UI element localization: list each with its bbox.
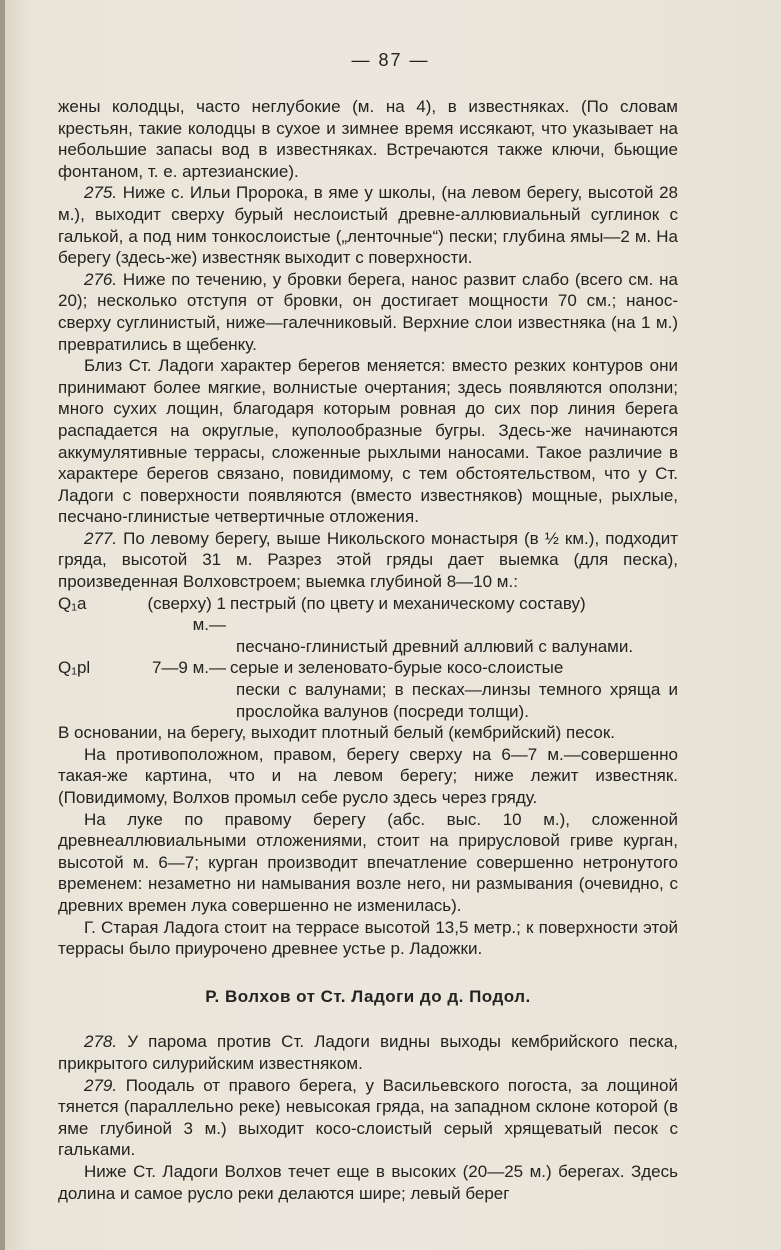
paragraph-continuation: жены колодцы, часто неглубокие (м. на 4), в известняках. (По словам крестьян, такие колодцы в сухое и зимнее время иссякают, что указывает на небольшие запасы вод в известняках. Встречаются также ключи, бьющие фонтаном, т. е. артезианские). <box>58 97 678 181</box>
layer-description: пестрый (по цвету и механическому составу) <box>230 593 586 613</box>
layer-description: серые и зеленовато-бурые косо-слоистые <box>230 658 564 678</box>
section-heading: Р. Волхов от Ст. Ладоги до д. Подол. <box>205 986 531 1006</box>
paragraph-text: Ниже по течению, у бровки берега, нанос развит слабо (всего см. на 20); несколько отступя от бровки, он достигает мощности 70 см.; нанос-сверху суглинистый, ниже—галечниковый. Верхние слои известняка (на 1 м.) превратились в щебенку. <box>58 269 678 354</box>
page-body <box>58 96 678 1204</box>
page-number: — 87 — <box>351 50 430 70</box>
paragraph-base: В основании, на берегу, выходит плотный белый (кембрийский) песок. <box>58 723 615 743</box>
paragraph-number: 276. <box>84 269 118 289</box>
layer-depth: (сверху) 1 м.— <box>147 593 226 635</box>
paragraph-278 <box>58 1031 678 1074</box>
paragraph-text: У парома против Ст. Ладоги видны выходы кембрийского песка, прикрытого силурийским известняком. <box>58 1032 678 1073</box>
paragraph-volkhov-below: Ниже Ст. Ладоги Волхов течет еще в высоких (20—25 м.) берегах. Здесь долина и самое русло реки делаются шире; левый берег <box>58 1161 678 1203</box>
layer-code: Q₁a <box>58 593 87 613</box>
paragraph-276 <box>58 269 678 355</box>
paragraph-number: 278. <box>84 1032 118 1052</box>
paragraph-277 <box>58 528 678 593</box>
layer-entry <box>58 593 678 658</box>
paragraph-275 <box>58 182 678 268</box>
paragraph-opposite-bank: На противоположном, правом, берегу сверху на 6—7 м.—совершенно такая-же картина, что и на левом берегу; ниже лежит известняк. (Повидимому, Волхов промыл себе русло здесь через гряду. <box>58 744 678 807</box>
layer-entry <box>58 657 678 722</box>
layer-depth: 7—9 м.— <box>151 658 226 678</box>
paragraph-number: 279. <box>84 1075 118 1095</box>
paragraph-ladoga-shores: Близ Ст. Ладоги характер берегов меняется: вместо резких контуров они принимают более мягкие, волнистые очертания; здесь появляются оползни; много сухих лощин, благодаря которым ровная до сих пор линия берега распадается на округлые, куполообразные бугры. Здесь-же начинаются аккумулятивные террасы, сложенные рыхлыми наносами. Такое различие в характере берегов связано, повидимому, с тем обстоятельством, что у Ст. Ладоги с поверхности появляются (вместо известняков) мощные, рыхлые, песчано-глинистые четвертичные отложения. <box>58 356 678 527</box>
layer-description-continued: пески с валунами; в песках—линзы темного хряща и прослойка валунов (посреди толщи). <box>236 680 678 721</box>
page-edge-shadow <box>0 0 5 1250</box>
paragraph-text: По левому берегу, выше Никольского монастыря (в ½ км.), подходит гряда, высотой 31 м. Разрез этой гряды дает выемка (для песка), произведенная Волховстроем; выемка глубиной 8—10 м.: <box>58 528 678 592</box>
paragraph-number: 275. <box>84 183 118 203</box>
paragraph-text: Ниже с. Ильи Пророка, в яме у школы, (на левом берегу, высотой 28 м.), выходит сверху бурый неслоистый древне-аллювиальный суглинок с галькой, а под ним тонкослоистые („ленточные“) пески; глубина ямы—2 м. На берегу (здесь-же) известняк выходит с поверхности. <box>58 183 678 268</box>
layer-list <box>58 593 678 723</box>
paragraph-staraya-ladoga: Г. Старая Ладога стоит на террасе высотой 13,5 метр.; к поверхности этой террасы было приурочено древнее устье р. Ладожки. <box>58 917 678 959</box>
paragraph-kurgan: На луке по правому берегу (абс. выс. 10 м.), сложенной древнеаллювиальными отложениями, стоит на прирусловой гриве курган, высотой м. 6—7; курган производит впечатление совершенно нетронутого временем: незаметно ни намывания возле него, ни размывания (очевидно, с древних времен лука совершенно не изменилась). <box>58 809 678 915</box>
paragraph-279 <box>58 1075 678 1161</box>
layer-code: Q₁pl <box>58 658 91 678</box>
layer-description-continued: песчано-глинистый древний аллювий с валунами. <box>236 636 634 656</box>
paragraph-number: 277. <box>84 528 118 548</box>
paragraph-text: Поодаль от правого берега, у Васильевского погоста, за лощиной тянется (параллельно реке) невысокая гряда, на западном склоне которой (в яме глубиной 3 м.) выходит косо-слоистый серый хрящеватый песок с гальками. <box>58 1075 678 1160</box>
